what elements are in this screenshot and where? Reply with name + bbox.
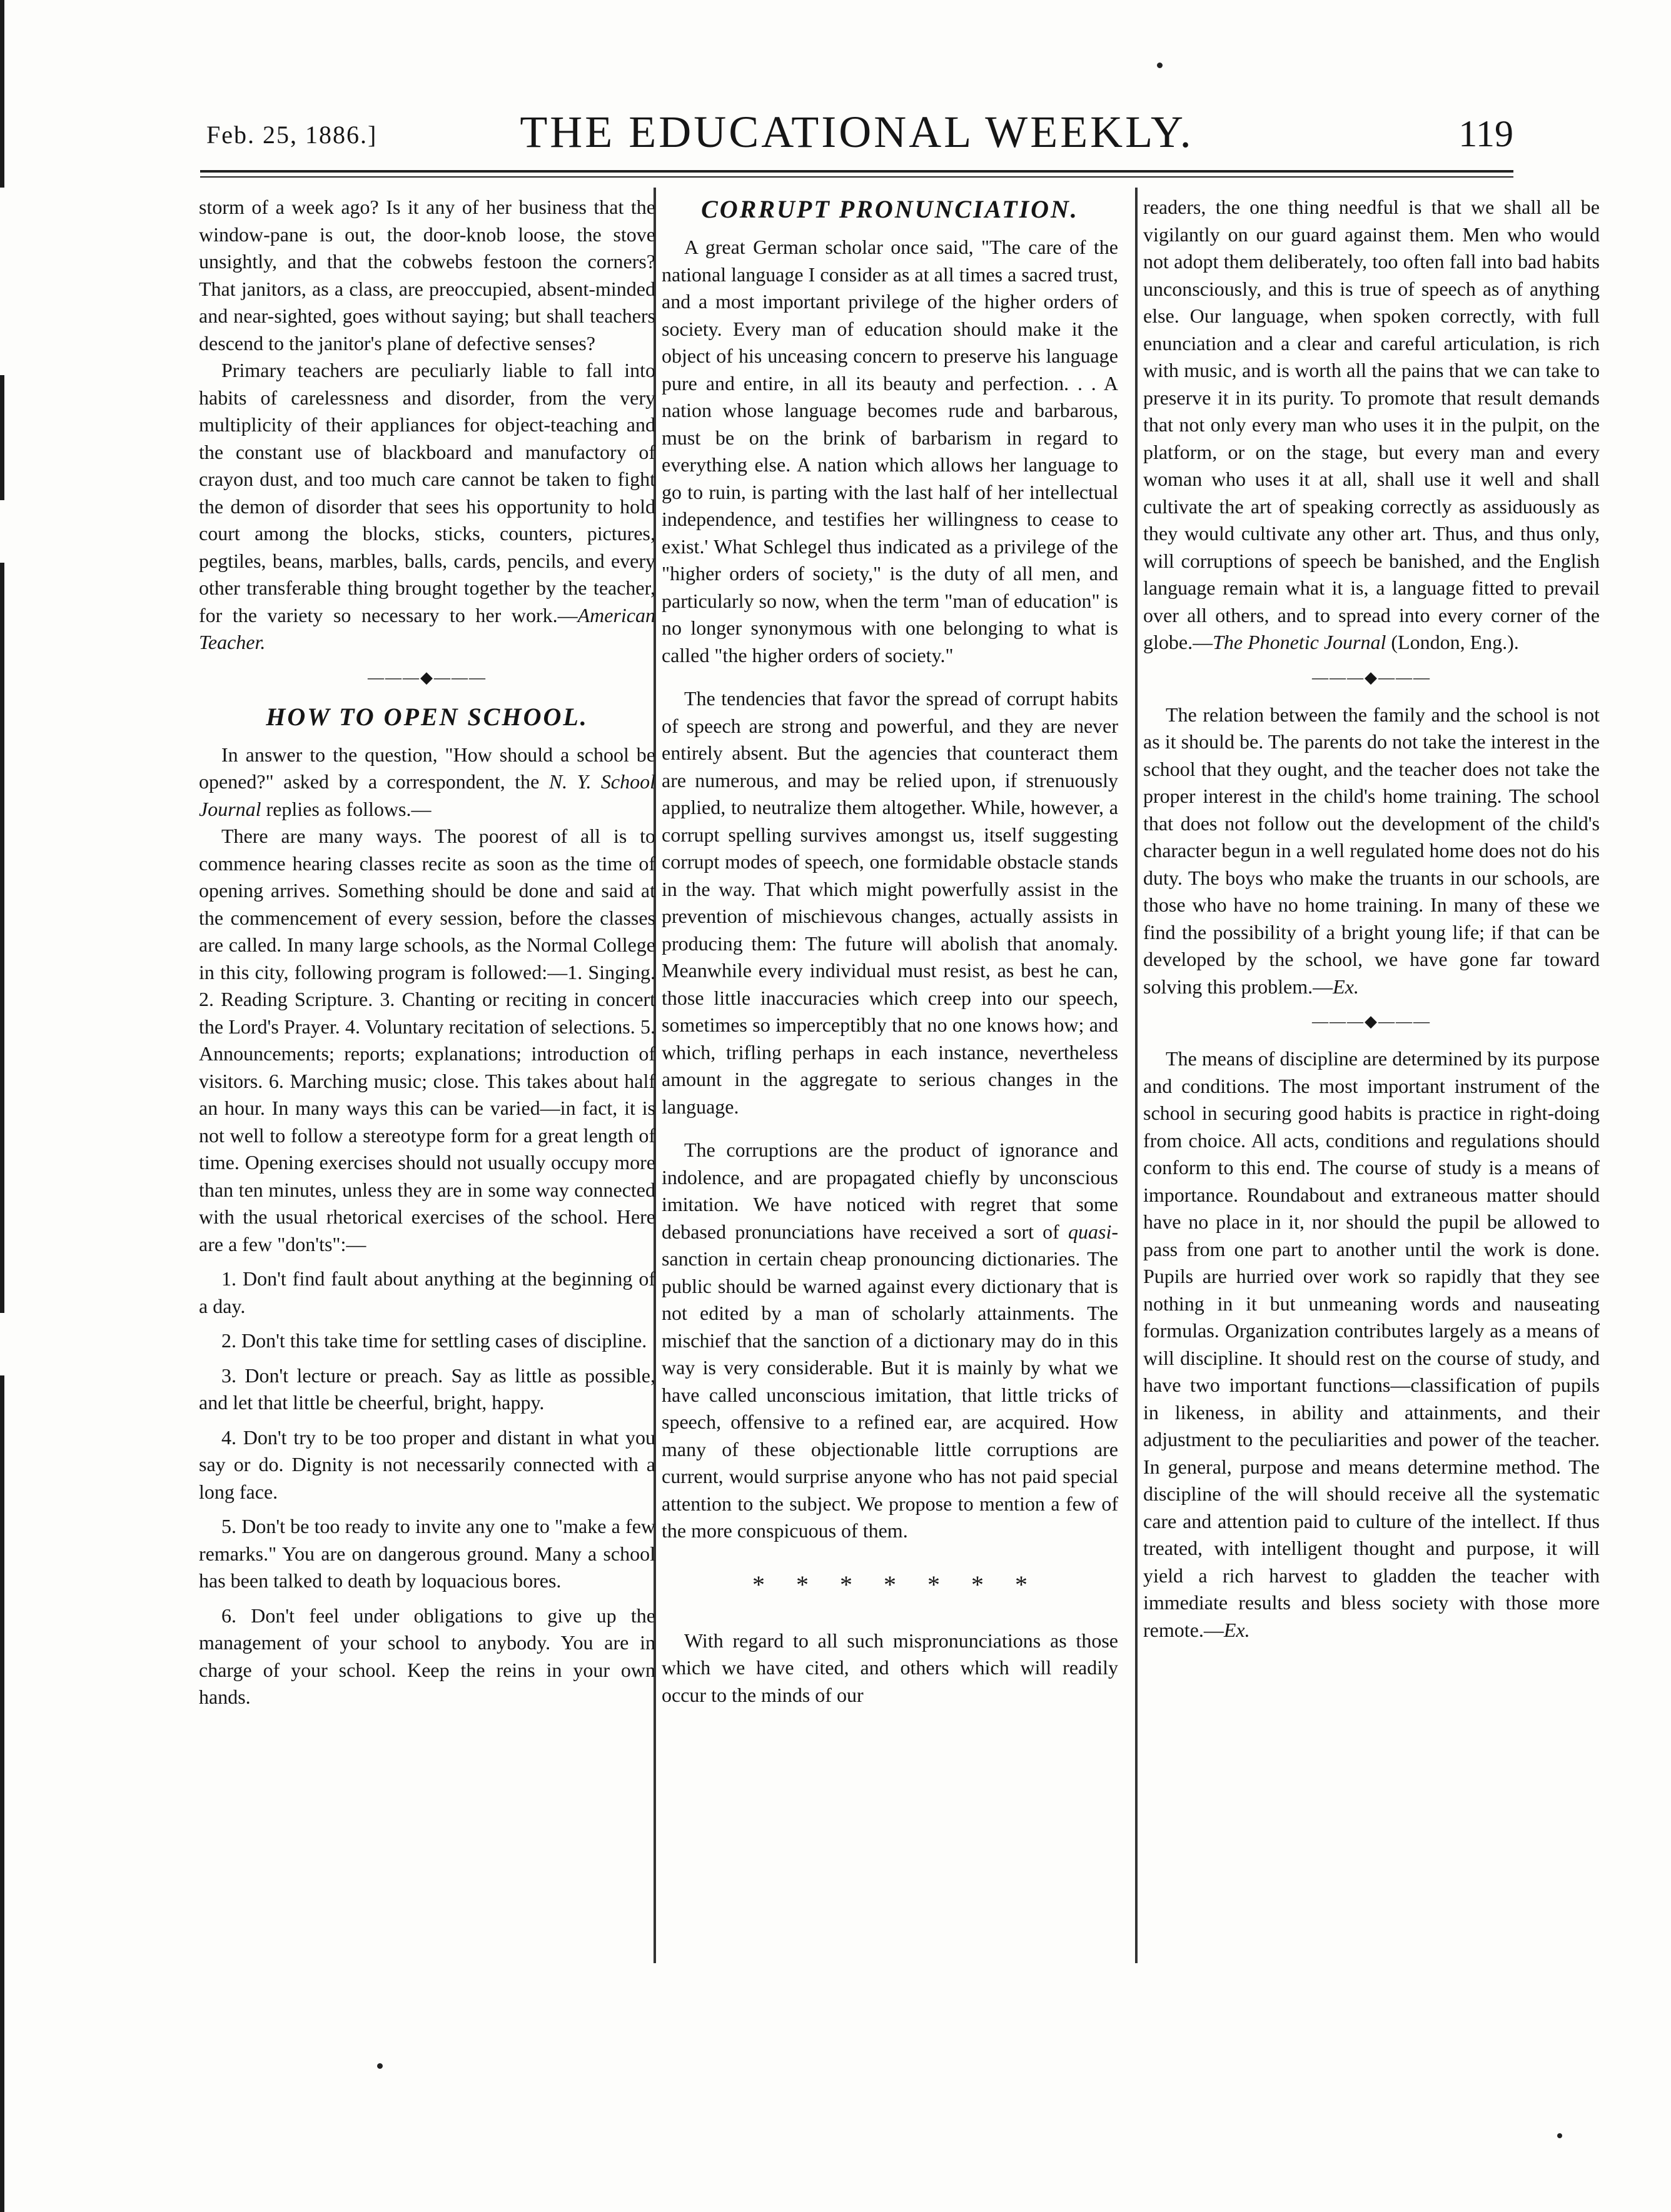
source-credit: Ex. [1223,1618,1250,1641]
column-divider [1135,188,1138,1963]
article-paragraph: The relation between the family and the school is not as it should be. The parents do not take the interest in the school that they ought, and the teacher does not take the proper interest in the child's home training. The school that does not follow out the development of the child's character begun in a well regulated home does not do his duty. The boys who make the truants in our schools, are those who have no home training. In many of these we find the possibility of a bright young life; if that can be developed by the school, we have gone far toward solving this problem.—Ex. [1143,703,1600,998]
dont-item: 4. Don't try to be too proper and distant in what you say or do. Dignity is not necessarily connected with a long face. [199,1425,655,1503]
journal-name: N. Y. School Journal [199,770,656,820]
header-rule [200,176,1513,178]
article-paragraph: The means of discipline are determined by its purpose and conditions. The most important instrument of the school in securing good habits is practice in right-doing from choice. All acts, conditions and regulations should conform to this end. The course of study is a means of importance. Roundabout and extraneous matter should have no place in it, nor should the pupil be allowed to pass from one part to another until the work is done. Pupils are hurried over work so rapidly that they see nothing in it but unmeaning words and nauseating formulas. Organization contributes largely as a means of will discipline. It should rest on the course of study, and have two important functions—classification of pupils in likeness, in ability and attainments, and their adjustment to the peculiarities and power of the teacher. In general, purpose and means determine method. The discipline of the will should receive all the systematic care and attention paid to culture of the intellect. If thus treated, with intelligent thought and purpose, it will yield a rich harvest to gladden the teacher with immediate results and bless society with those more remote.—Ex. [1143,1047,1600,1641]
scan-speck [1557,2133,1562,2138]
section-ornament: ———◆——— [1312,1012,1431,1030]
dont-item: 3. Don't lecture or preach. Say as little as possible, and let that little be cheerful, bright, happy. [199,1364,655,1414]
column-2 [662,194,1118,1709]
source-credit: American Teacher. [199,603,655,653]
source-credit: The Phonetic Journal [1213,631,1386,653]
scan-edge-mark [0,375,4,500]
scan-speck [1157,63,1163,68]
dont-item: 5. Don't be too ready to invite any one to "make a few remarks." You are on dangerous ground. Many a school has been talked to death by loquacious bores. [199,1515,655,1592]
column-3 [1143,194,1600,1644]
article-heading: HOW TO OPEN SCHOOL. [266,702,588,731]
article-paragraph: With regard to all such mispronunciations as those which we have cited, and others which will readily occur to the minds of our [662,1629,1118,1706]
column-1 [199,194,655,1711]
article-heading: CORRUPT PRONUNCIATION. [701,195,1079,223]
article-paragraph: In answer to the question, "How should a school be opened?" asked by a correspondent, the N. Y. School Journal replies as follows.— [199,743,656,820]
article-paragraph: Primary teachers are peculiarly liable to fall into habits of carelessness and disorder, from the very multiplicity of their appliances for object-teaching and the constant use of blackboard and manufactory of crayon dust, and too much care cannot be taken to fight the demon of disorder that sees his opportunity to hold court among the blocks, sticks, counters, pictures, pegtiles, beans, marbles, balls, cards, pencils, and every other transferable thing brought together by the teacher, for the variety so necessary to her work.—American Teacher. [199,359,655,653]
dont-item: 2. Don't this take time for settling cases of discipline. [221,1329,647,1352]
section-ornament: ———◆——— [368,668,487,686]
scan-edge-mark [0,1375,4,2212]
scan-edge-mark [0,0,4,188]
source-credit: Ex. [1333,975,1359,998]
article-paragraph: storm of a week ago? Is it any of her business that the window-pane is out, the door-knob loose, the stove unsightly, and that the cobwebs festoon the corners? That janitors, as a class, are preoccupied, absent-minded and near-sighted, goes without saying; but shall teachers descend to the janitor's plane of defective senses? [199,196,655,354]
scan-speck [377,2063,383,2069]
article-paragraph: The tendencies that favor the spread of corrupt habits of speech are strong and powerful, and they are never entirely absent. But the agencies that counteract them are numerous, and may be relied upon, if strenuously applied, to neutralize them altogether. While, however, a corrupt spelling survives amongst us, itself suggesting corrupt modes of speech, one formidable obstacle stands in the way. That which might powerfully assist in the prevention of mischievous changes, actually assists in producing them: The future will abolish that anomaly. Meanwhile every individual must resist, as best he can, those little inaccuracies which creep into our speech, sometimes so imperceptibly that no one knows how; and which, trifling perhaps in each instance, nevertheless amount in the aggregate to serious changes in the language. [662,687,1118,1118]
article-paragraph: A great German scholar once said, "The care of the national language I consider as at all times a sacred trust, and a most important privilege of the higher orders of society. Every man of education should make it the object of his unceasing concern to preserve his language pure and entire, in all its beauty and perfection. . . A nation whose language becomes rude and barbarous, must be on the brink of barbarism in regard to everything else. A nation which allows her language to go to ruin, is parting with the last half of her intellectual independence, and testifies her willingness to cease to exist.' What Schlegel thus indicated as a privilege of the "higher orders of society," is the duty of all men, and particularly so now, when the term "man of education" is no longer synonymous with one belonging to what is called "the higher orders of society." [662,236,1118,666]
header-rule [200,170,1513,173]
article-paragraph: There are many ways. The poorest of all is to commence hearing classes recite as soon as the time of opening arrives. Something should be done and said at the commencement of every session, before the classes are called. In many large schools, as the Normal College in this city, following program is followed:—1. Singing. 2. Reading Scripture. 3. Chanting or reciting in concert the Lord's Prayer. 4. Voluntary recitation of selections. 5. Announcements; reports; explanations; introduction of visitors. 6. Marching music; close. This takes about half an hour. In many ways this can be varied—in fact, it is not well to follow a stereotype form for a great length of time. Opening exercises should not usually occupy more than ten minutes, unless they are in some way connected with the usual rhetorical exercises of the school. Here are a few "don'ts":— [199,825,655,1255]
article-paragraph: The corruptions are the product of ignorance and indolence, and are propagated chiefly by unconscious imitation. We have noticed with regret that some debased pronunciations have received a sort of quasi-sanction in certain cheap pronouncing dictionaries. The public should be warned against every dictionary that is not edited by a man of scholarly attainments. The mischief that the sanction of a dictionary may do in this way is very considerable. But it is mainly by what we have called unconscious imitation, that little tricks of speech, offensive to a refined ear, are acquired. How many of these objectionable little corruptions are current, would surprise anyone who has not paid special attention to the subject. We propose to mention a few of the more conspicuous of them. [662,1139,1118,1542]
page-header [188,106,1526,163]
dont-item: 6. Don't feel under obligations to give up the management of your school to anybody. You are in charge of your school. Keep the reins in your own hands. [199,1604,655,1708]
section-break-stars: * * * * * * * [752,1570,1027,1599]
article-paragraph: readers, the one thing needful is that we shall all be vigilantly on our guard against them. Men who would not adopt them deliberately, too often fall into bad habits unconsciously, and this is true of speech as of anything else. Our language, when spoken correctly, with full enunciation and a clear and careful articulation, is rich with music, and is worth all the pains that we can take to preserve it in its purity. To promote that result demands that not only every man who uses it in the pulpit, on the platform, or on the stage, but every man and every woman who uses it at all, shall use it well and shall cultivate the art of speaking correctly as assiduously as they would cultivate any other art. Thus, and thus only, will corruptions of speech be banished, and the English language remain what it is, a language fitted to prevail over all others, and to spread into every corner of the globe.—The Phonetic Journal (London, Eng.). [1143,196,1600,653]
publication-title: THE EDUCATIONAL WEEKLY. [520,107,1194,157]
page-number: 119 [1458,113,1513,154]
issue-date: Feb. 25, 1886.] [206,121,378,149]
scan-edge-mark [0,563,4,1313]
section-ornament: ———◆——— [1312,668,1431,686]
dont-item: 1. Don't find fault about anything at the beginning of a day. [199,1267,655,1317]
